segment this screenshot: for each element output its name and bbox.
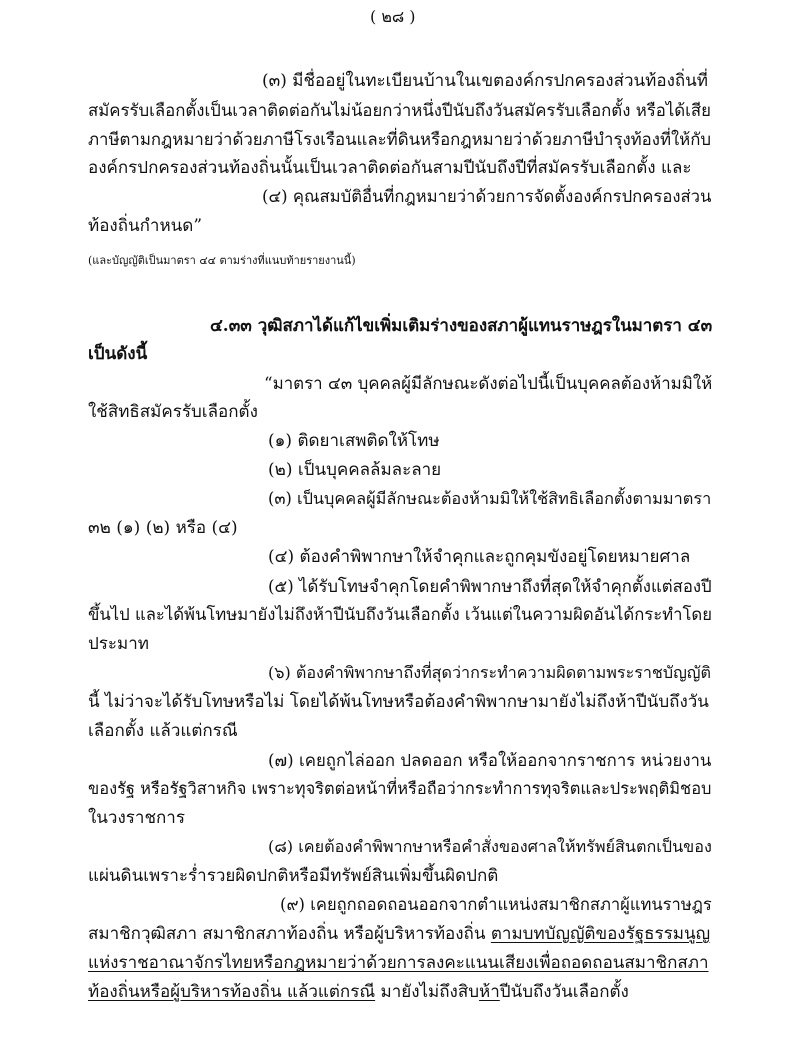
clause-3-line-1: (๓) เป็นบุคคลผู้มีลักษณะต้องห้ามมิให้ใช้สิทธิเลือกตั้งตามมาตรา [268, 489, 712, 508]
clause-6-line-1: (๖) ต้องคำพิพากษาถึงที่สุดว่ากระทำความผิดตามพระราชบัญญัติ [268, 663, 711, 682]
clause-8-line-2: แผ่นดินเพราะร่ำรวยผิดปกติหรือมีทรัพย์สินเพิ่มขึ้นผิดปกติ [88, 866, 499, 886]
clause-1: (๑) ติดยาเสพติดให้โทษ [268, 431, 440, 451]
clause-9-line-2 [88, 923, 710, 945]
page-number: ( ๒๘ ) [370, 7, 416, 26]
clause-6-line-2: นี้ ไม่ว่าจะได้รับโทษหรือไม่ โดยได้พ้นโทษหรือต้องคำพิพากษามายังไม่ถึงห้าปีนับถึงวัน [88, 692, 709, 712]
clause-9-line-4-underlined: ท้องถิ่นหรือผู้บริหารท้องถิ่น แล้วแต่กรณี [88, 982, 376, 1002]
item-3-line-3: ภาษีตามกฎหมายว่าด้วยภาษีโรงเรือนและที่ดินหรือกฎหมายว่าด้วยภาษีบำรุงท้องที่ให้กับ [88, 129, 712, 149]
clause-5-line-1: (๕) ได้รับโทษจำคุกโดยคำพิพากษาถึงที่สุดให้จำคุกตั้งแต่สองปี [268, 576, 712, 596]
clause-9-line-3: แห่งราชอาณาจักรไทยหรือกฎหมายว่าด้วยการลงคะแนนเสียงเพื่อถอดถอนสมาชิกสภา [88, 953, 709, 973]
item-3-line-1: (๓) มีชื่ออยู่ในทะเบียนบ้านในเขตองค์กรปกครองส่วนท้องถิ่นที่ [262, 71, 708, 91]
section-43-intro-line-2: ใช้สิทธิสมัครรับเลือกตั้ง [88, 402, 258, 422]
clause-6-line-3: เลือกตั้ง แล้วแต่กรณี [88, 721, 238, 741]
item-3-line-4: องค์กรปกครองส่วนท้องถิ่นนั้นเป็นเวลาติดต่อกันสามปีนับถึงปีที่สมัครรับเลือกตั้ง และ [88, 158, 692, 178]
clause-5-line-3: ประมาท [88, 634, 150, 654]
annotation-note: (และบัญญัติเป็นมาตรา ๔๔ ตามร่างที่แนบท้ายรายงานนี้) [88, 254, 356, 267]
clause-7-line-1: (๗) เคยถูกไล่ออก ปลดออก หรือให้ออกจากราชการ หน่วยงาน [268, 750, 712, 770]
clause-9-line-4 [88, 981, 629, 1003]
item-3-line-2: สมัครรับเลือกตั้งเป็นเวลาติดต่อกันไม่น้อยกว่าหนึ่งปีนับถึงวันสมัครรับเลือกตั้ง หรือได้เสีย [88, 100, 711, 120]
clause-5-line-2: ขึ้นไป และได้พ้นโทษมายังไม่ถึงห้าปีนับถึงวันเลือกตั้ง เว้นแต่ในความผิดอันได้กระทำโดย [88, 605, 712, 624]
clause-9-line-1: (๙) เคยถูกถอดถอนออกจากตำแหน่งสมาชิกสภาผู้แทนราษฎร [280, 895, 712, 914]
clause-7-line-2: ของรัฐ หรือรัฐวิสาหกิจ เพราะทุจริตต่อหน้าที่หรือถือว่ากระทำการทุจริตและประพฤติมิชอบ [88, 779, 712, 798]
clause-9-line-4-end: ปีนับถึงวันเลือกตั้ง [499, 982, 629, 1002]
clause-7-line-3: ในวงราชการ [88, 808, 185, 828]
section-heading-line-1: ๔.๓๓ วุฒิสภาได้แก้ไขเพิ่มเติมร่างของสภาผู้แทนราษฎรในมาตรา ๔๓ [210, 315, 713, 335]
item-4-line-2: ท้องถิ่นกำหนด” [88, 216, 203, 236]
clause-4: (๔) ต้องคำพิพากษาให้จำคุกและถูกคุมขังอยู่โดยหมายศาล [268, 547, 691, 567]
clause-9-line-2-underlined: ตามบทบัญญัติของรัฐธรรมนูญ [490, 924, 711, 944]
clause-2: (๒) เป็นบุคคลล้มละลาย [268, 460, 442, 480]
clause-9-line-4-underlined-word: ห้า [479, 982, 500, 1002]
section-43-intro-line-1: “มาตรา ๔๓ บุคคลผู้มีลักษณะดังต่อไปนี้เป็นบุคคลต้องห้ามมิให้ [264, 373, 713, 393]
clause-8-line-1: (๘) เคยต้องคำพิพากษาหรือคำสั่งของศาลให้ทรัพย์สินตกเป็นของ [268, 837, 712, 856]
item-4-line-1: (๔) คุณสมบัติอื่นที่กฎหมายว่าด้วยการจัดตั้งองค์กรปกครองส่วน [262, 187, 712, 206]
clause-9-line-2-plain: สมาชิกวุฒิสภา สมาชิกสภาท้องถิ่น หรือผู้บริหารท้องถิ่น [88, 924, 491, 944]
section-heading-line-2: เป็นดังนี้ [88, 344, 148, 364]
clause-9-line-4-plain: มายังไม่ถึงสิบ [375, 982, 480, 1002]
clause-3-line-2: ๓๒ (๑) (๒) หรือ (๔) [88, 518, 238, 538]
